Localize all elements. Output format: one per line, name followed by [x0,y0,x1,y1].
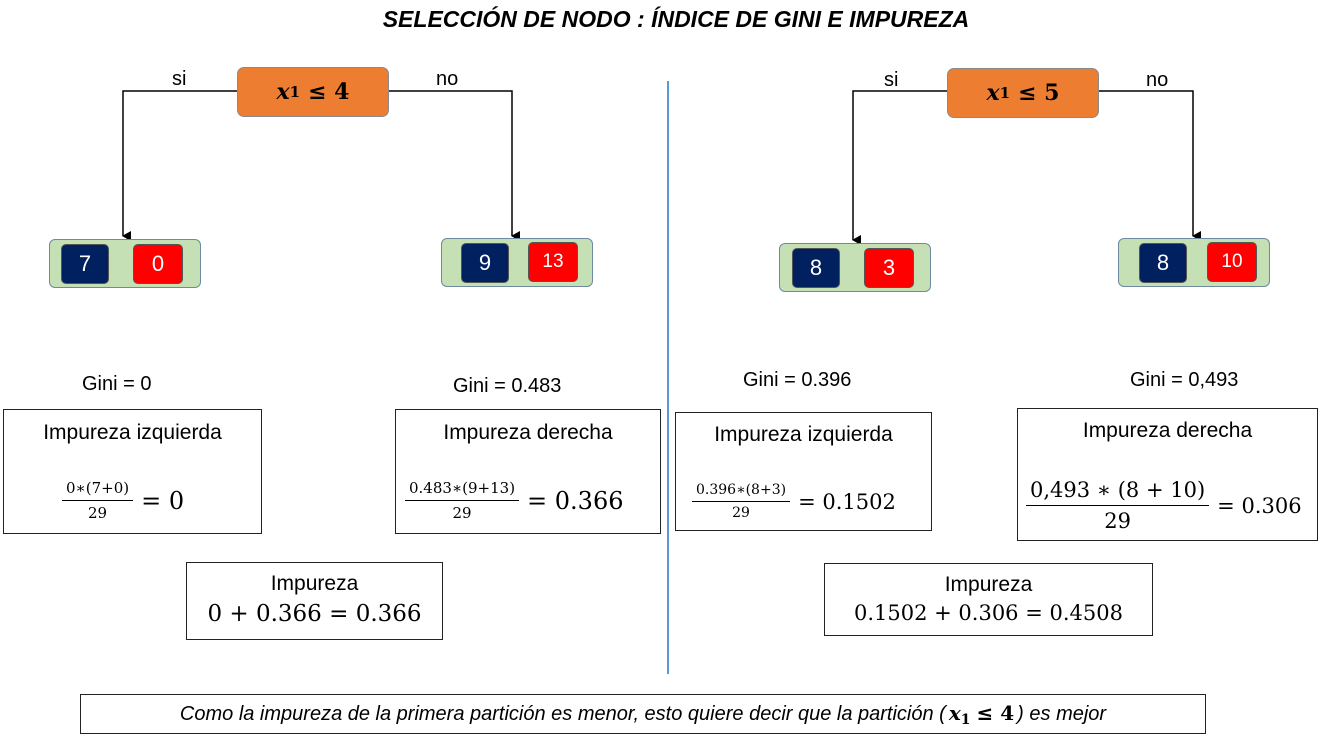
class-b-count: 3 [864,248,914,288]
class-a-count: 9 [461,243,509,283]
formula-result: = 0 [141,486,185,515]
formula-denominator: 29 [1104,509,1131,533]
box-title: Impureza derecha [1082,419,1253,442]
formula-result: = 0.366 [527,486,624,515]
connector-left-no [388,91,512,236]
impurity-formula [1026,478,1302,533]
total-impurity-value: 0.1502 + 0.306 = 0.4508 [854,601,1123,625]
connector-right-no [1098,91,1193,236]
page-title: SELECCIÓN DE NODO : ÍNDICE DE GINI E IMPUREZA [382,6,970,32]
right-no-label: no [1146,69,1169,91]
left-split-right-leaf [441,238,593,287]
class-a-count: 8 [792,248,840,288]
left-yes-label: si [172,68,187,90]
class-b-count: 0 [133,244,183,284]
class-a-count: 7 [61,244,109,284]
impurity-box-right-split-left [675,412,932,531]
condition-subscript: 1 [999,84,1011,102]
formula-numerator: 0.483∗(9+13) [405,479,519,501]
condition-variable: x [276,79,290,105]
gini-left-split-right: Gini = 0.483 [453,375,562,397]
total-impurity-right-split [824,563,1153,636]
condition-subscript: 1 [960,711,971,728]
class-a-count: 8 [1139,243,1187,283]
right-split-left-leaf [779,243,931,292]
conclusion-text-after: ) es mejor [1017,702,1107,725]
conclusion-text-before: Como la impureza de la primera partición es menor, esto quiere decir que la partición ( [179,702,946,725]
right-split-node [947,68,1099,118]
condition-variable: x [986,80,1000,106]
impurity-formula [62,479,184,522]
formula-numerator: 0.396∗(8+3) [692,482,790,502]
impurity-box-left-split-left [3,409,262,534]
total-impurity-value: 0 + 0.366 = 0.366 [207,601,422,627]
impurity-box-right-split-right [1017,408,1318,541]
conclusion-condition [949,701,1014,728]
connector-right-yes [853,91,948,240]
box-title: Impureza izquierda [43,421,222,444]
condition-operator: ≤ 4 [976,700,1015,725]
total-impurity-left-split [186,562,443,640]
box-title: Impureza izquierda [714,423,893,446]
formula-result: = 0.1502 [798,489,896,514]
box-title: Impureza derecha [443,421,613,444]
formula-denominator: 29 [732,505,750,521]
box-title: Impureza [944,573,1033,596]
formula-numerator: 0,493 ∗ (8 + 10) [1026,478,1209,506]
gini-right-split-left: Gini = 0.396 [743,369,852,391]
left-split-node [237,67,389,117]
connector-left-yes [123,91,238,236]
formula-denominator: 29 [452,504,472,522]
condition-operator: ≤ 5 [1018,80,1060,106]
left-split-left-leaf [49,239,201,288]
left-no-label: no [436,68,459,90]
gini-left-split-left: Gini = 0 [82,373,152,395]
right-yes-label: si [884,69,899,91]
right-split-right-leaf [1118,238,1270,287]
impurity-box-left-split-right [395,409,661,534]
class-b-count: 13 [528,242,578,282]
condition-variable: x [948,700,961,725]
condition-operator: ≤ 4 [308,79,350,105]
box-title: Impureza [270,572,359,595]
formula-numerator: 0∗(7+0) [62,479,133,501]
impurity-formula [405,479,624,522]
formula-result: = 0.306 [1217,493,1302,518]
condition-subscript: 1 [289,83,301,101]
impurity-formula [692,482,896,521]
conclusion-box [80,694,1206,734]
formula-denominator: 29 [88,504,108,522]
class-b-count: 10 [1207,242,1257,282]
gini-right-split-right: Gini = 0,493 [1130,369,1239,391]
